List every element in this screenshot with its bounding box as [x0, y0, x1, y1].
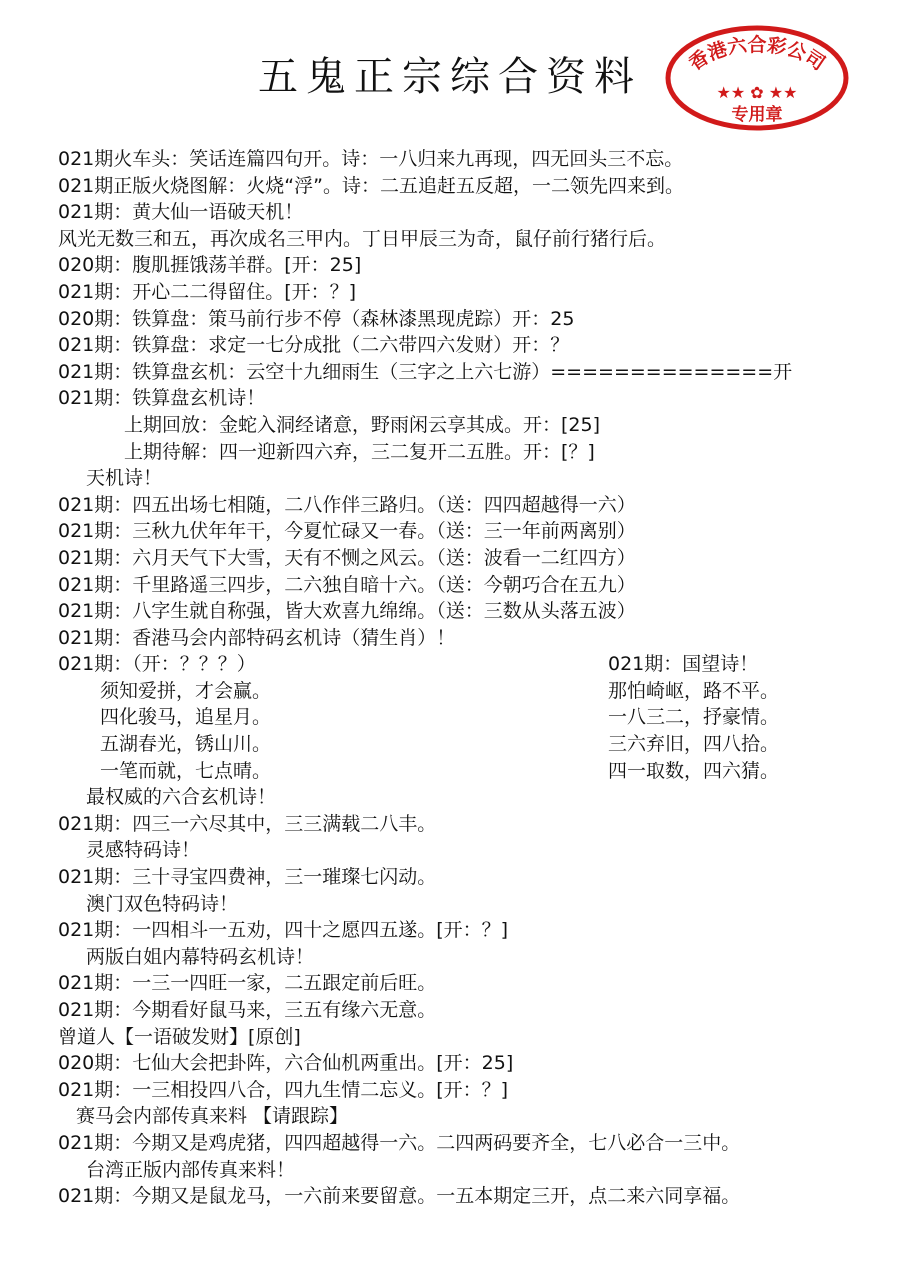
- poem-line: 四一取数，四六猜。: [608, 759, 780, 782]
- section-heading: 两版白姐内幕特码玄机诗！: [86, 945, 315, 968]
- text-line: 021期：三秋九伏年年干，今夏忙碌又一春。（送：三一年前两离别）: [58, 520, 636, 543]
- text-line: 021期：铁算盘玄机：云空十九细雨生（三字之上六七游）==============开: [58, 360, 793, 383]
- section-heading: 曾道人【一语破发财】[原创]: [58, 1025, 301, 1048]
- seal-stars: ★★ ✿ ★★: [716, 83, 798, 102]
- two-column-poems: [58, 651, 878, 784]
- poem-line: 那怕崎岖，路不平。: [608, 679, 780, 702]
- seal-top-text: 香港六合彩公司: [685, 33, 829, 75]
- text-line: 021期：一三相投四八合，四九生情二忘义。[开：？]: [58, 1078, 509, 1101]
- text-line: 021期：四五出场七相随，二八作伴三路归。（送：四四超越得一六）: [58, 493, 636, 516]
- text-line: 020期：腹肌捱饿荡羊群。[开：25]: [58, 254, 362, 277]
- right-poem: [608, 651, 779, 784]
- text-line: 021期：千里路遥三四步，二六独自暗十六。（送：今朝巧合在五九）: [58, 573, 636, 596]
- section-heading: 赛马会内部传真来料 【请跟踪】: [76, 1105, 349, 1128]
- text-line: 021期：一三一四旺一家，二五跟定前后旺。: [58, 972, 437, 995]
- left-poem: [58, 651, 608, 784]
- text-line: 021期：三十寻宝四费神，三一璀璨七闪动。: [58, 866, 437, 889]
- seal-bottom-text: 专用章: [731, 105, 783, 125]
- text-line: 020期：铁算盘：策马前行步不停（森林漆黑现虎踪）开：25: [58, 307, 575, 330]
- text-line: 020期：七仙大会把卦阵，六合仙机两重出。[开：25]: [58, 1052, 514, 1075]
- text-line: 021期：今期又是鸡虎猪，四四超越得一六。二四两码要齐全，七八必合一三中。: [58, 1131, 741, 1154]
- text-line: 上期回放：金蛇入洞经诸意，野雨闲云享其成。开：[25]: [124, 413, 601, 436]
- poem-line: 四化骏马，追星月。: [100, 706, 272, 729]
- text-line: 021期：铁算盘：求定一七分成批（二六带四六发财）开：？: [58, 334, 570, 357]
- text-line: 021期：六月天气下大雪，天有不恻之风云。（送：波看一二红四方）: [58, 546, 636, 569]
- text-line: 021期：四三一六尽其中，三三满载二八丰。: [58, 812, 437, 835]
- text-line: 021期：铁算盘玄机诗！: [58, 387, 266, 410]
- main-content: [58, 146, 878, 1210]
- poem-line: 五湖春光，锈山川。: [100, 733, 272, 756]
- text-line: 021期：今期又是鼠龙马，一六前来要留意。一五本期定三开，点二来六同享福。: [58, 1185, 741, 1208]
- section-heading: 最权威的六合玄机诗！: [86, 786, 277, 809]
- poem-line: 021期：（开：？？？）: [58, 653, 256, 676]
- section-heading: 天机诗！: [86, 467, 163, 490]
- poem-line: 须知爱拼，才会赢。: [100, 679, 272, 702]
- text-line: 021期正版火烧图解：火烧“浮”。诗：二五追赶五反超，一二领先四来到。: [58, 174, 684, 197]
- text-line: 021期：八字生就自称强，皆大欢喜九绵绵。（送：三数从头落五波）: [58, 600, 636, 623]
- text-line: 021期：今期看好鼠马来，三五有缘六无意。: [58, 999, 437, 1021]
- poem-line: 一笔而就，七点晴。: [100, 759, 272, 782]
- section-heading: 台湾正版内部传真来料！: [86, 1158, 296, 1181]
- poem-line: 021期：国望诗！: [608, 653, 759, 676]
- text-line: 021期：黄大仙一语破天机！: [58, 201, 304, 224]
- text-line: 上期待解：四一迎新四六弃，三二复开二五胜。开：[？]: [124, 440, 595, 463]
- text-line: 021期：开心二二得留住。[开：？]: [58, 280, 357, 303]
- poem-line: 三六弃旧，四八拾。: [608, 733, 780, 756]
- company-seal: [664, 24, 850, 132]
- section-heading: 灵感特码诗！: [86, 839, 201, 862]
- text-line: 021期：香港马会内部特码玄机诗（猜生肖）！: [58, 626, 456, 649]
- text-line: 风光无数三和五，再次成名三甲内。丁日甲辰三为奇，鼠仔前行猪行后。: [58, 227, 667, 250]
- section-heading: 澳门双色特码诗！: [86, 892, 239, 915]
- text-line: 021期：一四相斗一五劝，四十之愿四五遂。[开：？]: [58, 919, 509, 942]
- poem-line: 一八三二，抒豪情。: [608, 706, 780, 729]
- page-title: 五鬼正宗综合资料: [258, 54, 642, 100]
- text-line: 021期火车头：笑话连篇四句开。诗：一八归来九再现，四无回头三不忘。: [58, 148, 684, 170]
